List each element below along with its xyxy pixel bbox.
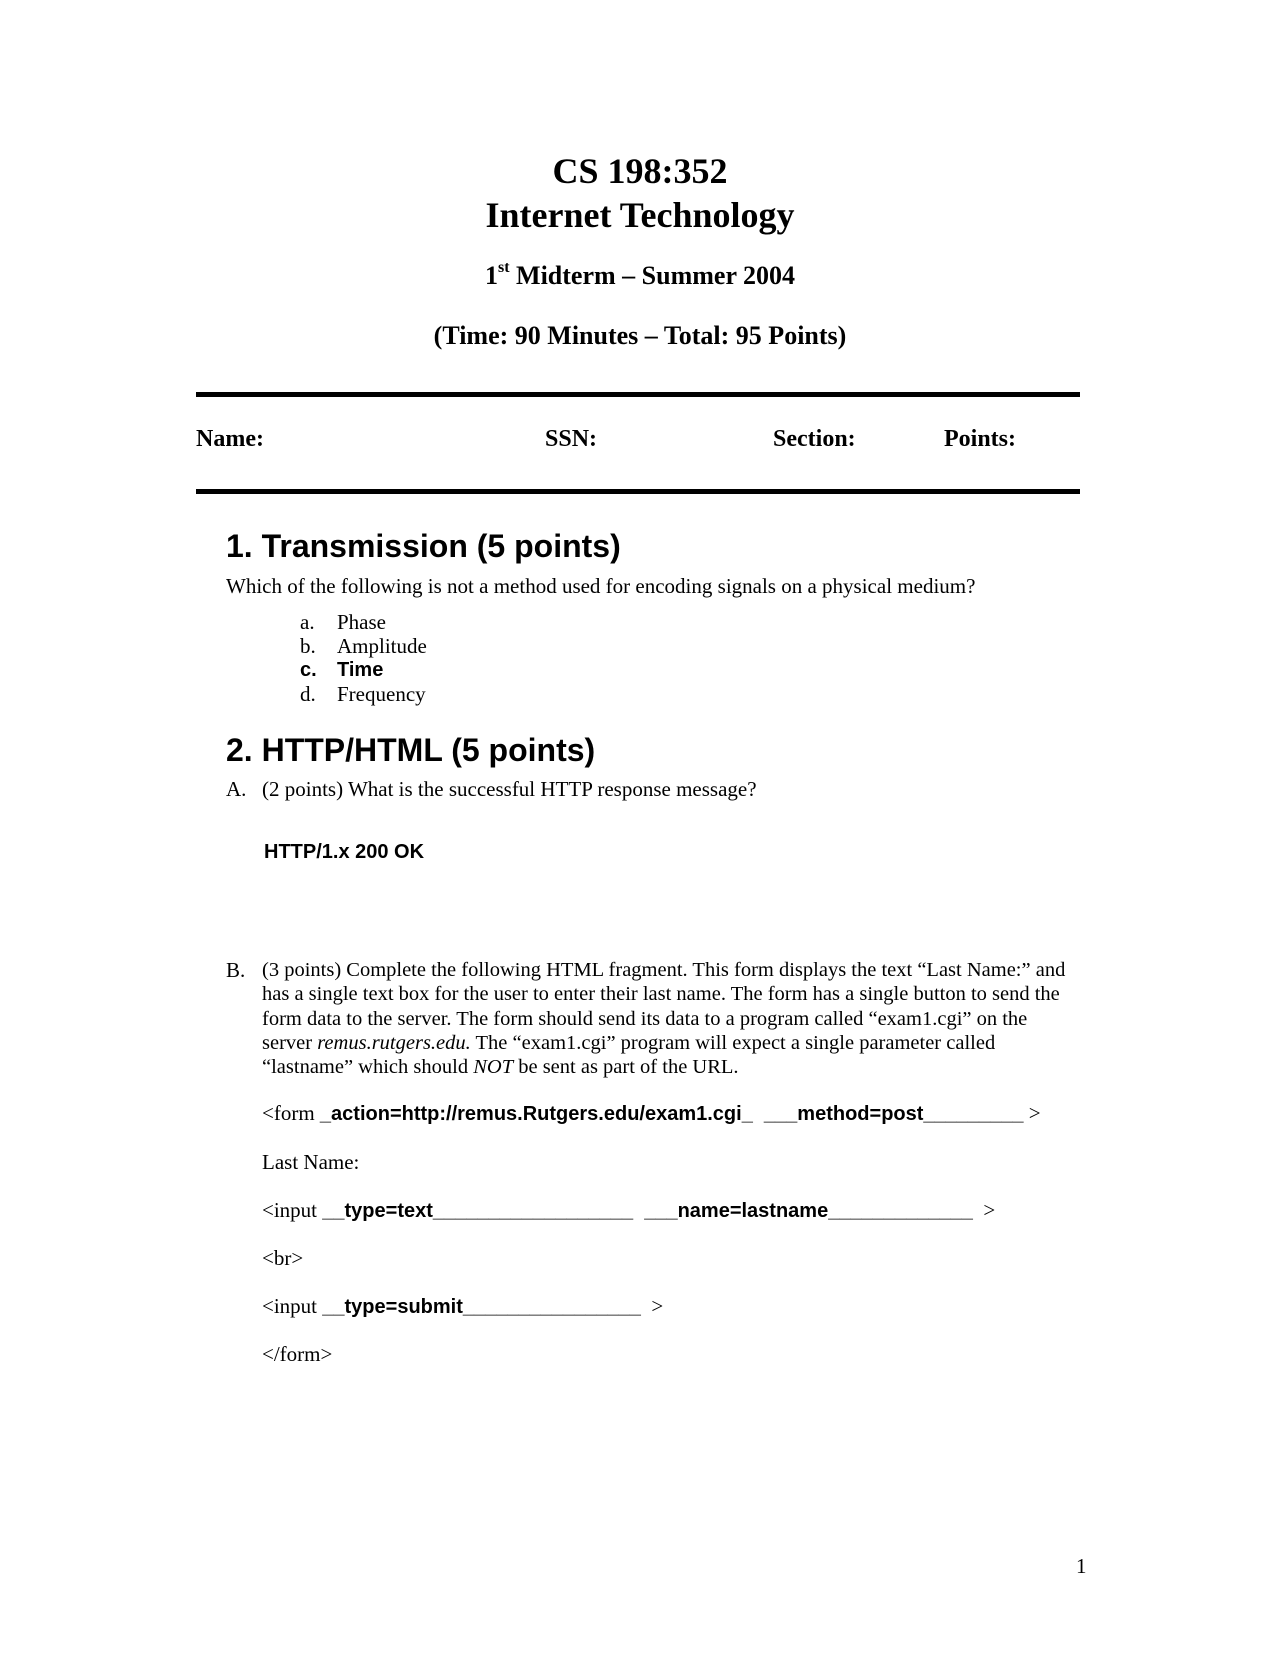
q1-option-d-letter: d.	[300, 682, 316, 706]
q1-option-b-letter: b.	[300, 634, 316, 658]
q1-option-a: Phase	[337, 610, 386, 634]
input-text-answer: __type=text__________________ ___name=lastname_____________	[322, 1200, 973, 1222]
exam-number: 1	[484, 261, 498, 290]
input-submit-line	[262, 1293, 663, 1320]
top-rule	[196, 392, 1080, 397]
q2b-line-4: server remus.rutgers.edu. The “exam1.cgi” program will expect a single parameter called	[262, 1031, 996, 1054]
server-name: remus.rutgers.edu.	[317, 1031, 471, 1054]
q2a-answer: HTTP/1.x 200 OK	[264, 841, 425, 863]
exam-title	[0, 260, 1280, 292]
q2b-line-5: “lastname” which should NOT be sent as part of the URL.	[262, 1056, 739, 1079]
not-emphasis: NOT	[473, 1056, 514, 1079]
form-open-tag: <form	[262, 1101, 320, 1125]
form-open-close: >	[1023, 1101, 1041, 1125]
input-text-tag: <input	[262, 1198, 323, 1222]
input-submit-tag: <input	[262, 1294, 323, 1318]
page-number: 1	[1076, 1554, 1087, 1578]
q1-option-a-letter: a.	[300, 610, 315, 634]
input-submit-close: >	[640, 1294, 664, 1318]
form-close-tag: </form>	[262, 1342, 333, 1366]
q2b-line-1: (3 points) Complete the following HTML fragment. This form displays the text “Last Name:” and	[262, 959, 1066, 981]
points-field-label: Points:	[944, 426, 1016, 452]
q1-option-c: Time	[337, 659, 384, 681]
q2b-line-2: has a single text box for the user to enter their last name. The form has a single button to send the	[262, 983, 1060, 1006]
q1-option-c-letter: c.	[300, 659, 317, 681]
form-open-answer: _action=http://remus.Rutgers.edu/exam1.cgi_ ___method=post_________	[319, 1103, 1024, 1125]
ssn-field-label: SSN:	[545, 426, 598, 452]
last-name-label: Last Name:	[262, 1150, 360, 1174]
q2b-line-3: form data to the server. The form should send its data to a program called “exam1.cgi” on the	[262, 1007, 1028, 1030]
q2b-letter: B.	[226, 958, 246, 982]
q1-option-d: Frequency	[337, 682, 426, 706]
name-field-label: Name:	[196, 426, 264, 452]
br-tag: <br>	[262, 1246, 304, 1270]
form-open-line	[262, 1100, 1041, 1127]
q2b-instructions	[262, 958, 1092, 1079]
input-text-line	[262, 1197, 995, 1224]
q2a-question: (2 points) What is the successful HTTP response message?	[262, 777, 757, 801]
course-title: Internet Technology	[485, 195, 795, 235]
q1-option-b: Amplitude	[337, 634, 427, 658]
q1-question: Which of the following is not a method used for encoding signals on a physical medium?	[226, 574, 976, 598]
exam-ordinal: st	[497, 259, 510, 276]
exam-time-total: (Time: 90 Minutes – Total: 95 Points)	[433, 321, 847, 350]
q2a-letter: A.	[226, 777, 247, 801]
exam-term: Midterm – Summer 2004	[509, 261, 796, 290]
input-text-close: >	[972, 1198, 996, 1222]
section-field-label: Section:	[773, 426, 856, 452]
bottom-rule	[196, 489, 1080, 494]
q2-title: 2. HTTP/HTML (5 points)	[226, 732, 596, 768]
q1-title: 1. Transmission (5 points)	[226, 528, 621, 564]
input-submit-answer: __type=submit________________	[322, 1296, 641, 1318]
course-code: CS 198:352	[552, 151, 728, 191]
